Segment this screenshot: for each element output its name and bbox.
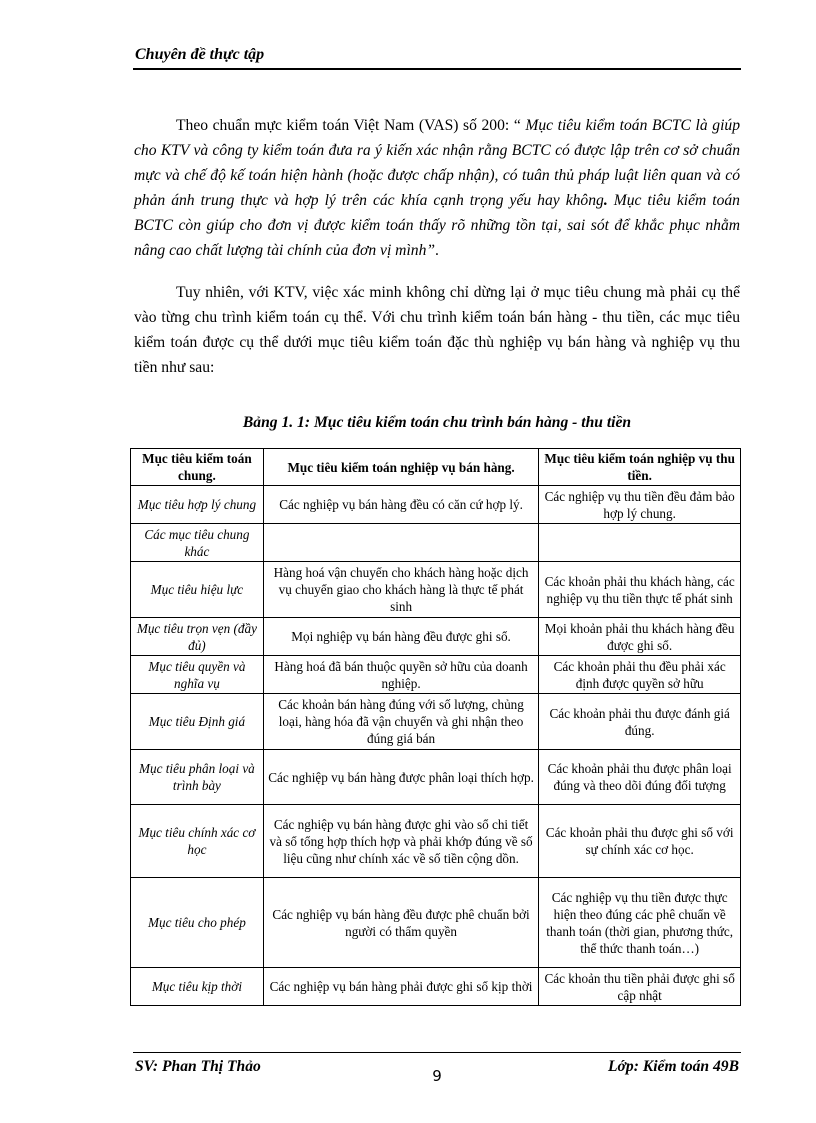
table-cell <box>539 524 741 562</box>
para1-bold-dot: . <box>603 192 608 209</box>
table-cell: Hàng hoá đã bán thuộc quyền sở hữu của doanh nghiệp. <box>263 656 539 694</box>
table-cell: Mục tiêu cho phép <box>131 878 264 968</box>
header-general-objective: Mục tiêu kiểm toán chung. <box>131 449 264 486</box>
page-number: 9 <box>432 1067 442 1085</box>
paragraph-vas-200 <box>134 113 740 263</box>
table-cell: Mọi khoản phải thu khách hàng đều được ghi sổ. <box>539 618 741 656</box>
table-cell: Mục tiêu phân loại và trình bày <box>131 750 264 805</box>
table-row <box>131 968 741 1006</box>
page-header <box>133 44 741 70</box>
table-header-row <box>131 449 741 486</box>
table-row <box>131 562 741 618</box>
table-cell: Các nghiệp vụ thu tiền được thực hiện theo đúng các phê chuẩn về thanh toán (thời gian, phương thức, thể thức thanh toán…) <box>539 878 741 968</box>
para1-intro: Theo chuẩn mực kiểm toán Việt Nam (VAS) số 200: “ <box>176 117 526 134</box>
table-cell: Mục tiêu Định giá <box>131 694 264 750</box>
para1-end: . <box>435 242 439 259</box>
table-cell: Mục tiêu kịp thời <box>131 968 264 1006</box>
footer-class: Lớp: Kiểm toán 49B <box>608 1058 739 1075</box>
table-cell: Mục tiêu quyền và nghĩa vụ <box>131 656 264 694</box>
paragraph-ktv: Tuy nhiên, với KTV, việc xác minh không chỉ dừng lại ở mục tiêu chung mà phải cụ thể vào từng chu trình kiểm toán cụ thể. Với chu trình kiểm toán bán hàng - thu tiền, các mục tiêu kiểm toán được cụ thể dưới mục tiêu kiểm toán đặc thù nghiệp vụ bán hàng và nghiệp vụ thu tiền như sau: <box>134 284 740 376</box>
para1-quote: Mục tiêu kiểm toán BCTC là giúp cho KTV và công ty kiểm toán đưa ra ý kiến xác nhận rằng BCTC có được lập trên cơ sở chuẩn mực và chế độ kế toán hiện hành (hoặc được chấp nhận), có tuân thủ pháp luật liên quan và có phản ánh trung thực và hợp lý trên các khía cạnh trọng yếu hay không <box>134 117 740 209</box>
table-cell: Các mục tiêu chung khác <box>131 524 264 562</box>
table-cell: Các khoản phải thu khách hàng, các nghiệp vụ thu tiền thực tế phát sinh <box>539 562 741 618</box>
table-row <box>131 694 741 750</box>
table-row <box>131 618 741 656</box>
table-cell: Các nghiệp vụ bán hàng được ghi vào sổ chi tiết và sổ tổng hợp thích hợp và phải khớp đúng về số liệu cũng như chính xác về số tiền cộng dồn. <box>263 805 539 878</box>
table-cell: Mục tiêu hiệu lực <box>131 562 264 618</box>
table-row <box>131 878 741 968</box>
audit-objectives-table <box>130 448 741 1006</box>
header-sales-objective: Mục tiêu kiểm toán nghiệp vụ bán hàng. <box>263 449 539 486</box>
table-cell: Các nghiệp vụ bán hàng phải được ghi sổ kịp thời <box>263 968 539 1006</box>
table-cell: Các khoản phải thu đều phải xác định được quyền sở hữu <box>539 656 741 694</box>
header-title: Chuyên đề thực tập <box>135 46 265 63</box>
table-cell: Các khoản bán hàng đúng với số lượng, chủng loại, hàng hóa đã vận chuyển và ghi nhận theo đúng giá bán <box>263 694 539 750</box>
table-row <box>131 805 741 878</box>
table-cell: Các khoản phải thu được phân loại đúng và theo dõi đúng đối tượng <box>539 750 741 805</box>
table-cell: Mục tiêu trọn vẹn (đầy đủ) <box>131 618 264 656</box>
table-cell: Các nghiệp vụ bán hàng được phân loại thích hợp. <box>263 750 539 805</box>
table-cell: Các khoản phải thu được ghi sổ với sự chính xác cơ học. <box>539 805 741 878</box>
table-cell <box>263 524 539 562</box>
table-cell: Hàng hoá vận chuyển cho khách hàng hoặc dịch vụ chuyển giao cho khách hàng là thực tế phát sinh <box>263 562 539 618</box>
footer-student: SV: Phan Thị Thảo <box>135 1058 261 1075</box>
table-cell: Các nghiệp vụ bán hàng đều có căn cứ hợp lý. <box>263 486 539 524</box>
table-row <box>131 656 741 694</box>
table-row <box>131 486 741 524</box>
table-cell: Mục tiêu hợp lý chung <box>131 486 264 524</box>
table-cell: Các nghiệp vụ bán hàng đều được phê chuẩn bởi người có thẩm quyền <box>263 878 539 968</box>
page-footer <box>133 1052 741 1083</box>
table-cell: Các khoản phải thu được đánh giá đúng. <box>539 694 741 750</box>
table-cell: Mục tiêu chính xác cơ học <box>131 805 264 878</box>
table-cell: Các nghiệp vụ thu tiền đều đảm bảo hợp lý chung. <box>539 486 741 524</box>
table-row <box>131 524 741 562</box>
table-cell: Các khoản thu tiền phải được ghi sổ cập nhật <box>539 968 741 1006</box>
table-row <box>131 750 741 805</box>
table-caption: Bảng 1. 1: Mục tiêu kiểm toán chu trình bán hàng - thu tiền <box>242 414 632 431</box>
para1-quote-cont: Mục tiêu kiểm toán BCTC còn giúp cho đơn vị được kiểm toán thấy rõ những tồn tại, sai sót để khắc phục nhằm nâng cao chất lượng tài chính của đơn vị mình” <box>134 192 740 259</box>
table-cell: Mọi nghiệp vụ bán hàng đều được ghi sổ. <box>263 618 539 656</box>
header-cash-objective: Mục tiêu kiểm toán nghiệp vụ thu tiền. <box>539 449 741 486</box>
